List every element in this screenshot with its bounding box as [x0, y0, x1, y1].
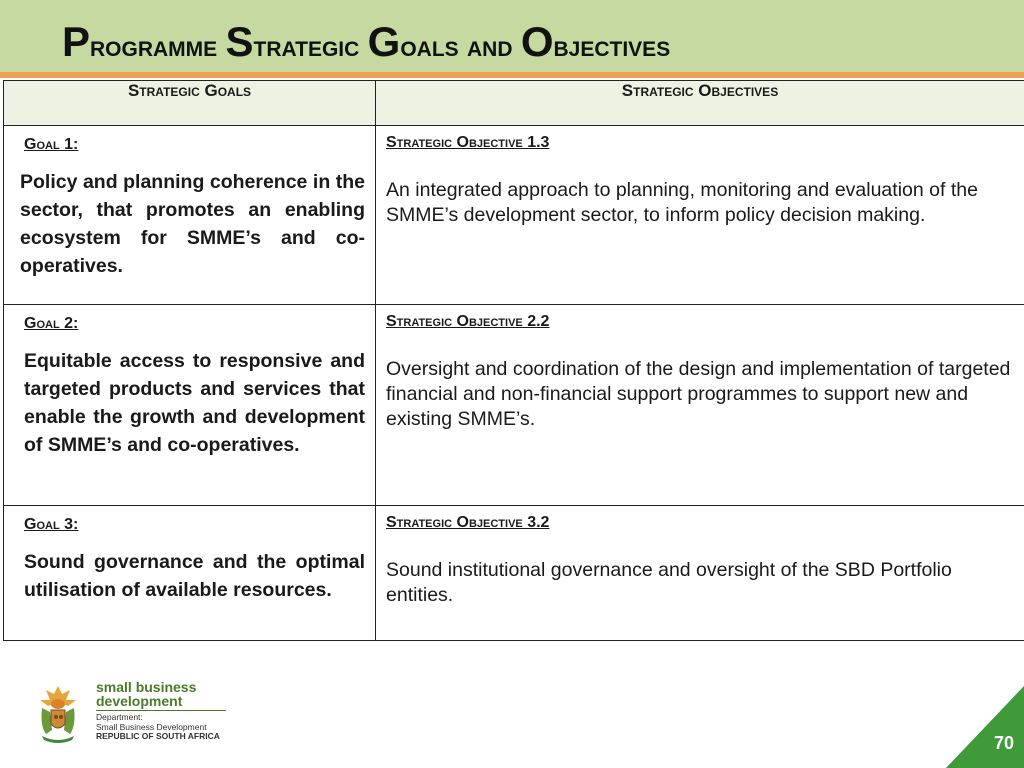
table-row: [4, 126, 1024, 305]
objective-text: Oversight and coordination of the design and implementation of targeted financial and non-financial support programmes to support new and existing SMME’s.: [386, 358, 1011, 430]
objective-label: Strategic Objective 3.2: [386, 514, 550, 531]
objective-label: Strategic Objective 2.2: [386, 313, 550, 330]
department-logo: [32, 680, 242, 746]
coat-of-arms-icon: [32, 682, 84, 744]
goals-objectives-table: [3, 80, 1024, 641]
brand-divider: [96, 710, 226, 711]
dept-line: REPUBLIC OF SOUTH AFRICA: [96, 731, 220, 741]
goal-text: Equitable access to responsive and targeted products and services that enable the growth and development of SMME’s and co-operatives.: [24, 350, 365, 456]
objective-text: An integrated approach to planning, monitoring and evaluation of the SMME’s development sector, to inform policy decision making.: [386, 179, 978, 226]
title-word: rogramme: [90, 30, 226, 63]
title-cap: G: [367, 18, 401, 65]
objective-cell: [376, 305, 1024, 506]
title-word: oals and: [400, 30, 521, 63]
table-row: [4, 305, 1024, 506]
brand-line: small business: [96, 679, 197, 695]
brand-name: [96, 680, 196, 708]
objective-label: Strategic Objective 1.3: [386, 134, 550, 151]
goal-cell: [4, 126, 376, 305]
header-strategic-goals: Strategic Goals: [4, 81, 376, 126]
slide-title: [62, 18, 670, 66]
objective-text: Sound institutional governance and oversight of the SBD Portfolio entities.: [386, 559, 952, 606]
objective-cell: [376, 126, 1024, 305]
goal-label: Goal 3:: [24, 516, 79, 533]
title-cap: S: [225, 18, 254, 65]
department-name: [96, 713, 220, 742]
dept-line: Department:: [96, 712, 143, 722]
title-underline-rule: [0, 72, 1024, 78]
goal-cell: [4, 506, 376, 641]
table-row: [4, 506, 1024, 641]
goal-cell: [4, 305, 376, 506]
goal-label: Goal 1:: [24, 136, 79, 153]
title-cap: O: [520, 18, 554, 65]
title-cap: P: [62, 18, 91, 65]
dept-line: Small Business Development: [96, 721, 207, 732]
table-header-row: [4, 81, 1024, 126]
page-corner-triangle: [946, 686, 1024, 768]
title-word: trategic: [253, 30, 368, 63]
brand-line: development: [96, 693, 183, 709]
goal-label: Goal 2:: [24, 315, 79, 332]
title-word: bjectives: [553, 30, 671, 63]
page-number: 70: [993, 733, 1014, 753]
goal-text: Sound governance and the optimal utilisation of available resources.: [24, 551, 365, 601]
header-strategic-objectives: Strategic Objectives: [376, 81, 1024, 126]
goal-text: Policy and planning coherence in the sector, that promotes an enabling ecosystem for SMME’s and co-operatives.: [20, 171, 365, 277]
objective-cell: [376, 506, 1024, 641]
